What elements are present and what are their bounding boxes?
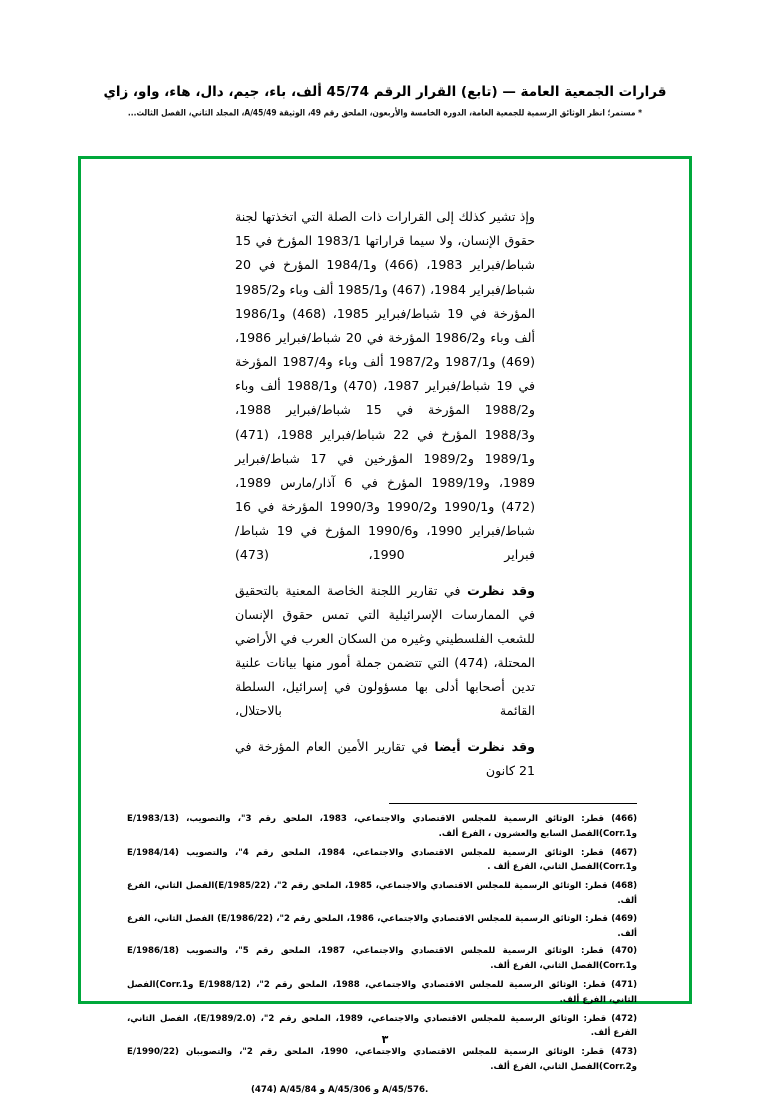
- footnote-text: قطر: الوثائق الرسمية للمجلس الاقتصادي والاجتماعي، 1989، الملحق رقم 2"، (E/1989/2.0)، الفصل الثاني، الفرع ألف.: [127, 1013, 637, 1039]
- footnote-text: قطر: الوثائق الرسمية للمجلس الاقتصادي والاجتماعي، 1984، الملحق رقم 4"، والتصويب (E/1984/14 وCorr.1)الفصل الثاني، الفرع ألف .: [127, 847, 637, 873]
- footnote-text: قطر: الوثائق الرسمية للمجلس الاقتصادي والاجتماعي، 1985، الملحق رقم 2"، (E/1985/22)الفصل الثاني، الفرع ألف.: [127, 881, 637, 907]
- paragraph-having-also-considered: [235, 735, 535, 783]
- footnote-separator-wrap: [127, 803, 637, 804]
- footnote-text: قطر: الوثائق الرسمية للمجلس الاقتصادي والاجتماعي، 1987، الملحق رقم 5"، والتصويب (E/1986/18 وCorr.1)الفصل الثاني، الفرع ألف.: [127, 946, 637, 972]
- footnote-marker: (467): [611, 847, 637, 858]
- footnote-text: قطر: الوثائق الرسمية للمجلس الاقتصادي والاجتماعي، 1988، الملحق رقم 2"، (E/1988/12 وCorr.1)الفصل الثاني، الفرع ألف.: [127, 979, 637, 1005]
- footnote-marker: (470): [611, 946, 637, 957]
- footnote-item: [127, 812, 637, 842]
- paragraph-having-also-considered-lead: وقد نظرت أيضا: [434, 738, 536, 754]
- header-subline: * مستمر؛ انظر الوثائق الرسمية للجمعية العامة، الدورة الخامسة والأربعون، الملحق رقم 49، الوثيقة A/45/49، المجلد الثاني، الفصل الثالث...: [127, 106, 643, 118]
- footnote-item: [127, 944, 637, 974]
- footnote-marker: (469): [611, 913, 638, 924]
- footnote-text: قطر: الوثائق الرسمية للمجلس الاقتصادي والاجتماعي، 1983، الملحق رقم 3"، والتصويب، (E/1983/13 وCorr.1)الفصل السابع والعشرون ، الفرع ألف.: [127, 814, 637, 839]
- footnote-item: [127, 846, 637, 876]
- footnote-item: [127, 978, 637, 1008]
- paragraph-recalling-text: وإذ تشير كذلك إلى القرارات ذات الصلة التي اتخذتها لجنة حقوق الإنسان، ولا سيما قراراتها 1983/1 المؤرخ في 15 شباط/فبراير 1983، (466) و1984/1 المؤرخ في 20 شباط/فبراير 1984، (467) و1985/1 ألف وباء و1985/2 المؤرخة في 19 شباط/فبراير 1985، (468) و1986/1 ألف وباء و1986/2 المؤرخة في 20 شباط/فبراير 1986، (469) و1987/1 و1987/2 ألف وباء و1987/4 المؤرخة في 19 شباط/فبراير 1987، (470) و1988/1 ألف وباء و1988/2 المؤرخة في 15 شباط/فبراير 1988، و1988/3 المؤرخ في 22 شباط/فبراير 1988، (471) و1989/1 و1989/2 المؤرخين في 17 شباط/فبراير 1989، و1989/19 المؤرخ في 6 آذار/مارس 1989، (472) و1990/1 و1990/2 و1990/3 المؤرخة في 16 شباط/فبراير 1990، و1990/6 المؤرخ في 19 شباط/فبراير 1990، (473): [235, 209, 536, 563]
- frame-content: [81, 159, 689, 1095]
- footnote-text: قطر: الوثائق الرسمية للمجلس الاقتصادي والاجتماعي، 1986، الملحق رقم 2"، (E/1986/22) الفصل الثاني، الفرع ألف.: [127, 913, 637, 939]
- footnote-item: [127, 879, 637, 909]
- body-column: [235, 205, 535, 783]
- footnote-text: قطر: الوثائق الرسمية للمجلس الاقتصادي والاجتماعي، 1990، الملحق رقم 2"، والتصويبان (E/1990/22 وCorr.2)الفصل الثاني، الفرع ألف.: [127, 1047, 637, 1072]
- footnote-marker: (468): [611, 881, 638, 892]
- page-header: [0, 84, 770, 117]
- footnote-item-last: (474) A/45/84 و A/45/306 و A/45/576.: [251, 1084, 429, 1095]
- paragraph-having-also-considered-text: في تقارير الأمين العام المؤرخة في 21 كانون: [235, 738, 535, 778]
- footnote-marker: (471): [611, 979, 637, 990]
- footnote-marker: (466): [611, 814, 638, 825]
- footnote-item: [127, 1045, 637, 1075]
- footnote-item: [127, 912, 637, 942]
- footnote-marker: (472): [611, 1013, 638, 1024]
- green-frame-box: [78, 156, 692, 1095]
- paragraph-having-considered: [235, 579, 535, 724]
- footnote-separator-line: [389, 803, 637, 804]
- footnote-marker: (473): [611, 1047, 637, 1058]
- header-title: قرارات الجمعية العامة — (تابع) القرار الرقم 45/74 ألف، باء، جيم، دال، هاء، واو، زاي: [103, 84, 667, 100]
- page-number: ٣: [381, 1033, 389, 1046]
- paragraph-recalling: [235, 205, 535, 568]
- paragraph-having-considered-lead: وقد نظرت: [467, 582, 535, 598]
- paragraph-having-considered-text: في تقارير اللجنة الخاصة المعنية بالتحقيق في الممارسات الإسرائيلية التي تمس حقوق الإنسان للشعب الفلسطيني وغيره من السكان العرب في الأراضي المحتلة، (474) التي تتضمن جملة أمور منها بيانات علنية تدين أصحابها أدلى بها مسؤولون في إسرائيل، السلطة القائمة بالاحتلال،: [235, 582, 535, 719]
